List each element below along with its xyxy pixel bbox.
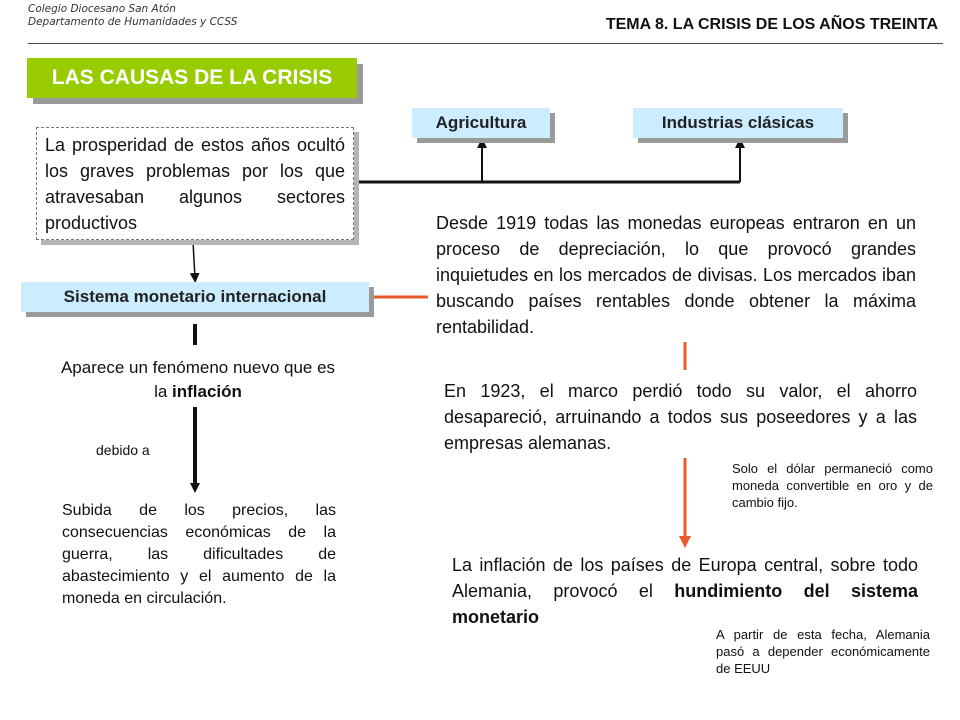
prosperity-box: La prosperidad de estos años ocultó los graves problemas por los que atravesaban algunos sectores productivos <box>36 127 354 240</box>
collapse-text <box>452 552 918 630</box>
collapse-keyword: hundimiento del sistema monetario <box>452 581 918 627</box>
causes-text: Subida de los precios, las consecuencias económicas de la guerra, las dificultades de abastecimiento y el aumento de la moneda en circulación. <box>62 502 336 607</box>
inflation-keyword: inflación <box>172 382 242 401</box>
dollar-note: Solo el dólar permaneció como moneda convertible en oro y de cambio fijo. <box>732 461 933 510</box>
school-line-1: Colegio Diocesano San Atón <box>28 3 176 15</box>
slide-title: LAS CAUSAS DE LA CRISIS <box>27 58 357 98</box>
dependency-note: A partir de esta fecha, Alemania pasó a depender económicamente de EEUU <box>716 627 930 676</box>
mark-text: En 1923, el marco perdió todo su valor, el ahorro desapareció, arruinando a todos sus poseedores y a las empresas alemanas. <box>444 381 917 453</box>
depreciation-text: Desde 1919 todas las monedas europeas entraron en un proceso de depreciación, lo que provocó grandes inquietudes en los mercados de divisas. Los mercados iban buscando países rentables donde obtener la máxima rentabilidad. <box>436 213 916 337</box>
inflation-prefix: Aparece un fenómeno nuevo que es la <box>60 358 336 401</box>
collapse-prefix: La inflación de los países de Europa central, sobre todo Alemania, provocó el <box>452 555 918 601</box>
agriculture-box: Agricultura <box>412 108 550 138</box>
due-to-label: debido a <box>96 442 150 458</box>
arrow-to-monetary <box>193 242 195 278</box>
school-line-2: Departamento de Humanidades y CCSS <box>28 16 238 28</box>
topic-title: TEMA 8. LA CRISIS DE LOS AÑOS TREINTA <box>605 16 938 33</box>
industries-box: Industrias clásicas <box>633 108 843 138</box>
inflation-text <box>60 356 336 404</box>
monetary-system-box: Sistema monetario internacional <box>21 282 369 312</box>
